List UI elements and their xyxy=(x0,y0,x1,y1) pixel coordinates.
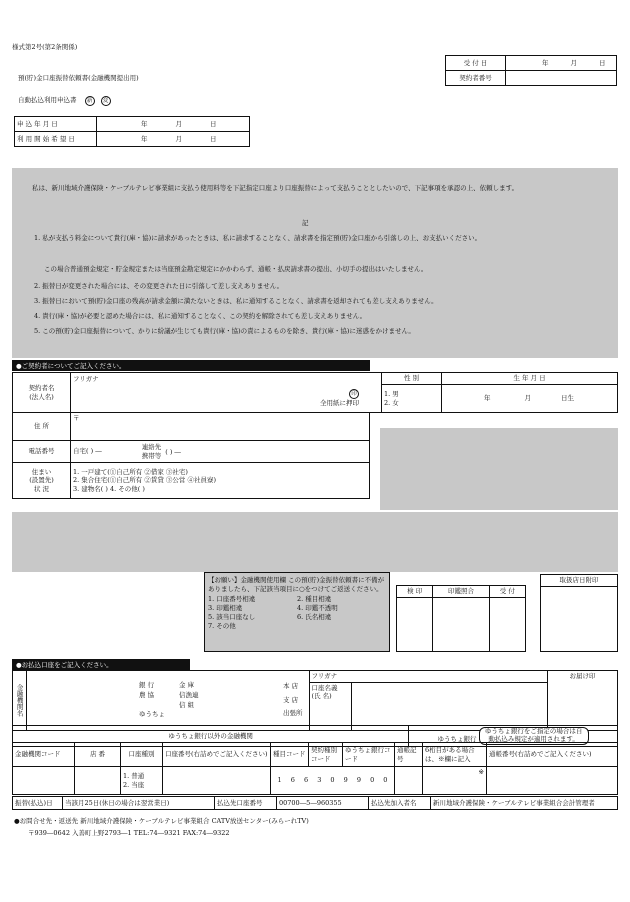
contract-no-label: 契約者番号 xyxy=(446,71,506,86)
agreement-item-5: 5. この預(貯)金口座振替について、かりに紛議が生じても貴行(庫・協)の責によるものを除き、貴行(庫・協)に迷惑をかけません。 xyxy=(34,327,415,335)
account-furigana-label: フリガナ xyxy=(309,671,351,683)
rd-day: 日 xyxy=(599,58,606,67)
home-phone: 自宅( ) ― xyxy=(73,447,102,456)
housing-option-2: 2. 集合住宅(①自己所有 ②賃貸 ③公営 ④社員寮) xyxy=(73,476,217,485)
check-table xyxy=(396,585,526,652)
yucho-code-label: ゆうちょ銀行コード xyxy=(343,743,395,767)
gender-label: 性 別 xyxy=(382,373,442,385)
contractor-table-2 xyxy=(12,412,370,499)
digit-9: 0 xyxy=(383,776,388,785)
tsucho-symbol-field[interactable] xyxy=(395,767,423,795)
agreement-item-4: 4. 貴行(庫・協)が必要と認めた場合には、私に通知することなく、この契約を解除されても差し支えありません。 xyxy=(34,312,367,320)
store-stamp-label: 取扱店日附印 xyxy=(541,575,618,587)
notice-item-7: 7. その他 xyxy=(208,621,236,630)
mobile-label: 連絡先 携帯等 xyxy=(141,443,162,460)
sd-month: 月 xyxy=(175,134,182,143)
type-yucho: ゆうちょ xyxy=(139,710,165,719)
rd-year: 年 xyxy=(542,58,549,67)
agreement-item-2: 2. 振替日が変更された場合には、その変更された日に引落して差し支えありません。 xyxy=(34,282,284,290)
digit-6: 9 xyxy=(343,776,348,785)
application-label xyxy=(18,95,111,106)
agreement-ki: 記 xyxy=(302,219,309,227)
ad-day: 日 xyxy=(210,119,217,128)
type-nokyo: 農 協 xyxy=(139,690,155,699)
notice-item-2: 2. 種目相違 xyxy=(297,594,332,603)
form-number: 様式第2号(第2条関係) xyxy=(12,43,78,51)
address-field[interactable] xyxy=(71,413,370,441)
type-shinkumi: 信 組 xyxy=(179,700,195,709)
ad-month: 月 xyxy=(175,119,182,128)
reception-date-label: 受 付 日 xyxy=(446,56,506,71)
agreement-item-3: 3. 振替日において預(貯)金口座の残高が請求金額に満たないときは、私に通知することなく、請求書を返却されても差し支えありません。 xyxy=(34,297,438,305)
housing-label: 住まい (設置先) 状 況 xyxy=(13,463,71,499)
tsucho-no-field[interactable] xyxy=(487,767,618,795)
furigana-label: フリガナ xyxy=(71,373,382,385)
gray-fill-right xyxy=(380,428,618,510)
notice-item-5: 5. 該当口座なし xyxy=(208,612,256,621)
seal-compare-header: 印鑑照合 xyxy=(433,586,489,598)
contractor-section-header: ●ご契約者についてご記入ください。 xyxy=(12,360,370,371)
contractor-table xyxy=(12,372,618,413)
yucho-label: ゆうちょ銀行 xyxy=(437,734,477,743)
item-code-label: 種目コード xyxy=(271,743,309,767)
non-yucho-header: ゆうちょ銀行以外の金融機関 xyxy=(13,726,409,747)
notice-item-4: 4. 印鑑不透明 xyxy=(297,603,338,612)
digit-8: 0 xyxy=(370,776,375,785)
agreement-intro: 私は、新川地域介護保険・ケーブルテレビ事業組に支払う使用料等を下記指定口座より口座振替によって支払うこととしたいので、下記事項を承認の上、依頼します。 xyxy=(32,184,519,192)
tsucho-no-label: 通帳番号(右詰めでご記入ください) xyxy=(487,743,618,767)
housing-option-3: 3. 建物名( ) 4. その他( ) xyxy=(73,484,145,493)
footer-contact: ●お問合せ先・返送先 新川地域介護保険・ケーブルテレビ事業組合 CATV放送センター(みらーれTV) xyxy=(14,817,309,825)
receipt-cell[interactable] xyxy=(489,598,525,652)
account-type-label: 口座種別 xyxy=(121,743,163,767)
birth-year: 年 xyxy=(484,394,491,403)
seal-compare-cell[interactable] xyxy=(433,598,489,652)
branch-shiten: 支 店 xyxy=(283,695,299,704)
inst-code-field[interactable] xyxy=(13,767,75,795)
start-date-field[interactable] xyxy=(97,132,250,147)
apply-dates-table xyxy=(14,116,250,147)
check-seal-header: 検 印 xyxy=(397,586,433,598)
delivery-stamp[interactable]: お届け印 xyxy=(548,671,618,731)
notice-item-6: 6. 氏名相違 xyxy=(297,612,332,621)
payee-no-label: 払込先口座番号 xyxy=(215,797,277,810)
account-section-header: ●お払込口座をご記入ください。 xyxy=(12,659,190,670)
rd-month: 月 xyxy=(570,58,577,67)
app-label-text: 自動払込利用申込書 xyxy=(18,96,77,104)
branch-honten: 本 店 xyxy=(283,682,299,691)
contractor-name-label: 契約者名 (法人名) xyxy=(13,373,71,413)
apply-date-field[interactable] xyxy=(97,117,250,132)
account-no-label: 口座番号(右詰めでご記入ください) xyxy=(163,743,271,767)
digit-1: 1 xyxy=(277,776,282,785)
payment-table xyxy=(12,796,618,810)
reception-date-field[interactable] xyxy=(506,56,617,71)
pay-date-label: 振替(払込)日 xyxy=(13,797,63,810)
birth-field[interactable] xyxy=(442,385,618,413)
payee-name-label: 払込先加入者名 xyxy=(369,797,431,810)
six-digit-label: 6桁目がある場合は、※欄に記入 xyxy=(423,743,487,767)
seal-icon: 印 xyxy=(349,389,359,399)
agreement-item-1b: この場合普通預金規定・貯金規定または当座預金勘定規定にかかわらず、通帳・払戻請求書の提出、小切手の提出はいたしません。 xyxy=(44,265,428,273)
agreement-item-1: 1. 私が支払う料金について貴行(庫・協)に請求があったときは、私に請求することなく、請求書を指定預(貯)金口座から引落しの上、お支払いください。 xyxy=(34,234,482,242)
address-label: 住 所 xyxy=(13,413,71,441)
new-mark-icon: 新 xyxy=(85,96,95,106)
branch-no-label: 店 番 xyxy=(75,743,121,767)
housing-options[interactable] xyxy=(71,463,370,499)
receipt-header: 受 付 xyxy=(489,586,525,598)
mobile-phone: ( ) ― xyxy=(165,447,181,456)
institution-label: 金融機関名 xyxy=(13,671,27,731)
digit-7: 9 xyxy=(356,776,361,785)
check-seal-cell[interactable] xyxy=(397,598,433,652)
account-furigana-field[interactable] xyxy=(351,671,548,683)
agreement-panel xyxy=(12,168,618,358)
notice-item-1: 1. 口座番号相違 xyxy=(208,594,256,603)
digit-5: 0 xyxy=(330,776,335,785)
start-date-label: 利 用 開 始 希 望 日 xyxy=(15,132,97,147)
seal-note: 全用紙に押印 xyxy=(320,399,359,408)
gender-options[interactable]: 1. 男 2. 女 xyxy=(382,385,442,413)
birth-month: 月 xyxy=(524,394,531,403)
footer-address: 〒939―0642 入善町上野2793―1 TEL:74―9321 FAX:74―9322 xyxy=(28,829,230,837)
birth-label: 生 年 月 日 xyxy=(442,373,618,385)
contract-type-label: 契約種別コード xyxy=(309,743,343,767)
branch-shucchojo: 出張所 xyxy=(283,709,303,718)
account-table xyxy=(12,670,618,731)
sd-day: 日 xyxy=(210,134,217,143)
account-type-options[interactable]: 1. 普通 2. 当座 xyxy=(121,767,163,795)
account-no-field[interactable] xyxy=(163,767,271,795)
notice-item-3: 3. 印鑑相違 xyxy=(208,603,243,612)
type-shingyoren: 信漁連 xyxy=(179,690,199,699)
branch-no-field[interactable] xyxy=(75,767,121,795)
store-stamp-cell[interactable] xyxy=(541,587,618,652)
digit-4: 3 xyxy=(317,776,322,785)
reception-table xyxy=(445,55,617,86)
digit-2: 6 xyxy=(290,776,295,785)
inst-code-label: 金融機関コード xyxy=(13,743,75,767)
yucho-note: ゆうちょ銀行をご指定の場合は自動払込み規定が適用されます。 xyxy=(479,727,589,745)
type-bank: 銀 行 xyxy=(139,681,155,689)
store-stamp-table xyxy=(540,574,618,652)
postal-mark: 〒 xyxy=(73,414,80,422)
payee-name: 新川地域介護保険・ケーブルテレビ事業組合会計管理者 xyxy=(431,797,618,810)
ad-year: 年 xyxy=(141,119,148,128)
phone-label: 電話番号 xyxy=(13,441,71,463)
account-number-table xyxy=(12,742,618,795)
institution-field[interactable] xyxy=(27,671,282,731)
gray-fill-mid xyxy=(12,512,618,572)
holder-label: 口座名義 (氏 名) xyxy=(309,683,351,731)
code-digits xyxy=(271,767,395,795)
pay-date: 当該月25日(休日の場合は翌営業日) xyxy=(63,797,215,810)
form-title: 預(貯)金口座振替依頼書(金融機関提出用) xyxy=(18,74,139,82)
sd-year: 年 xyxy=(141,134,148,143)
housing-option-1: 1. 一戸建て(①自己所有 ②借家 ③社宅) xyxy=(73,468,188,477)
birth-day: 日生 xyxy=(561,394,574,403)
apply-date-label: 申 込 年 月 日 xyxy=(15,117,97,132)
type-kinko: 金 庫 xyxy=(179,681,195,689)
contract-no-field[interactable] xyxy=(506,71,617,86)
tsucho-symbol-label: 通帳記号 xyxy=(395,743,423,767)
branch-types[interactable] xyxy=(281,671,309,731)
payee-no: 00700―5―960355 xyxy=(277,797,369,810)
phone-field[interactable] xyxy=(71,441,370,463)
change-mark-icon: 変 xyxy=(101,96,111,106)
bank-notice-box xyxy=(204,572,390,652)
contractor-name-field[interactable] xyxy=(71,385,382,413)
holder-field[interactable] xyxy=(351,683,548,731)
digit-3: 6 xyxy=(303,776,309,785)
asterisk-field[interactable]: ※ xyxy=(423,767,487,795)
notice-title: 【お願い】金融機関使用欄 この預(貯)金振替依頼書に不備がありましたら、下記該当項目に○をつけてご返送ください。 xyxy=(208,576,385,593)
